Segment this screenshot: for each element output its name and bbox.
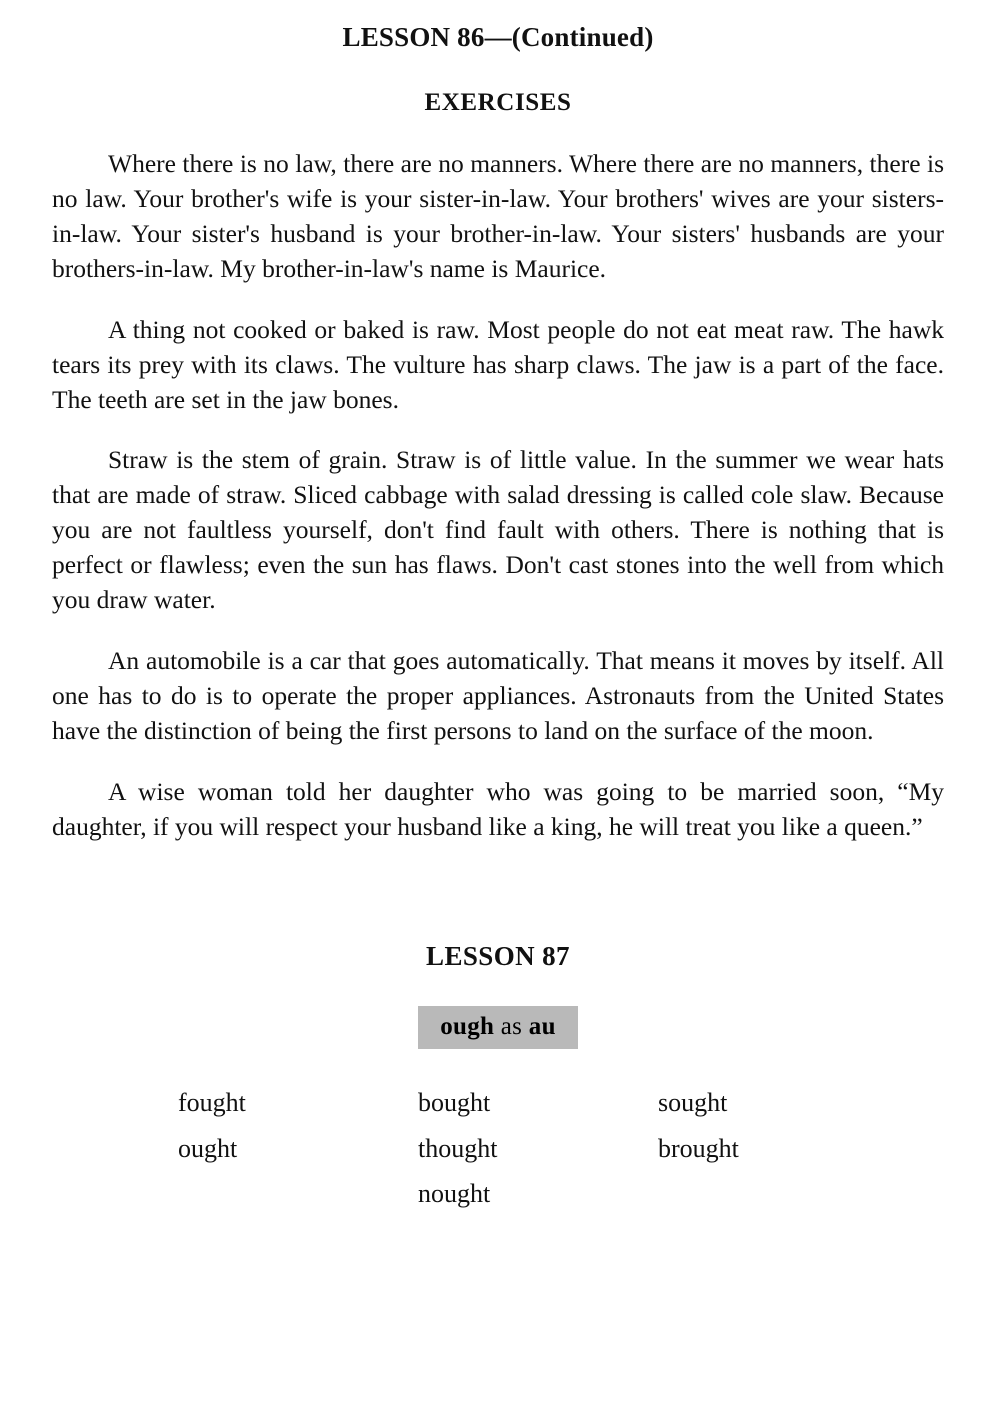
paragraph-2: A thing not cooked or baked is raw. Most people do not eat meat raw. The hawk tears its prey with its claws. The vulture has sharp claws. The jaw is a part of the face. The teeth are set in the jaw bones. [52, 314, 944, 414]
list-item: nought [418, 1179, 491, 1209]
list-item: bought [418, 1088, 491, 1118]
sound-box-part-3: au [528, 1012, 556, 1040]
paragraph-5: A wise woman told her daughter who was going to be married soon, “My daughter, if you will respect your husband like a king, he will treat you like a queen.” [52, 776, 944, 841]
paragraph-1: Where there is no law, there are no manners. Where there are no manners, there is no law. Your brother's wife is your sister-in-law. Your brothers' wives are your sisters-in-law. Your sister's husband is your brother-in-law. Your sisters' husbands are your brothers-in-law. My brother-in-law's name is Maurice. [52, 149, 944, 283]
exercises-heading: EXERCISES [424, 89, 572, 116]
word-list [178, 1083, 818, 1214]
sound-box-part-2: as [494, 1012, 529, 1040]
paragraph-4: An automobile is a car that goes automatically. That means it moves by itself. All one has to do is to operate the proper appliances. Astronauts from the United States have the distinction of being the first persons to land on the surface of the moon. [52, 646, 944, 745]
list-item: thought [418, 1133, 498, 1163]
sound-box-part-1: ough [440, 1012, 495, 1040]
page-title: LESSON 86—(Continued) [342, 22, 654, 52]
lesson-87-heading: LESSON 87 [426, 940, 570, 971]
list-item: ought [178, 1133, 238, 1163]
list-item: sought [658, 1088, 728, 1118]
list-item: fought [178, 1088, 246, 1118]
sound-box-container [52, 1006, 944, 1050]
list-item: brought [658, 1133, 739, 1163]
phonics-sound-box [418, 1006, 578, 1050]
paragraph-3: Straw is the stem of grain. Straw is of little value. In the summer we wear hats that are made of straw. Sliced cabbage with salad dressing is called cole slaw. Because you are not faultless yourself, don't find fault with others. There is nothing that is perfect or flawless; even the sun has flaws. Don't cast stones into the well from which you draw water. [52, 445, 944, 615]
